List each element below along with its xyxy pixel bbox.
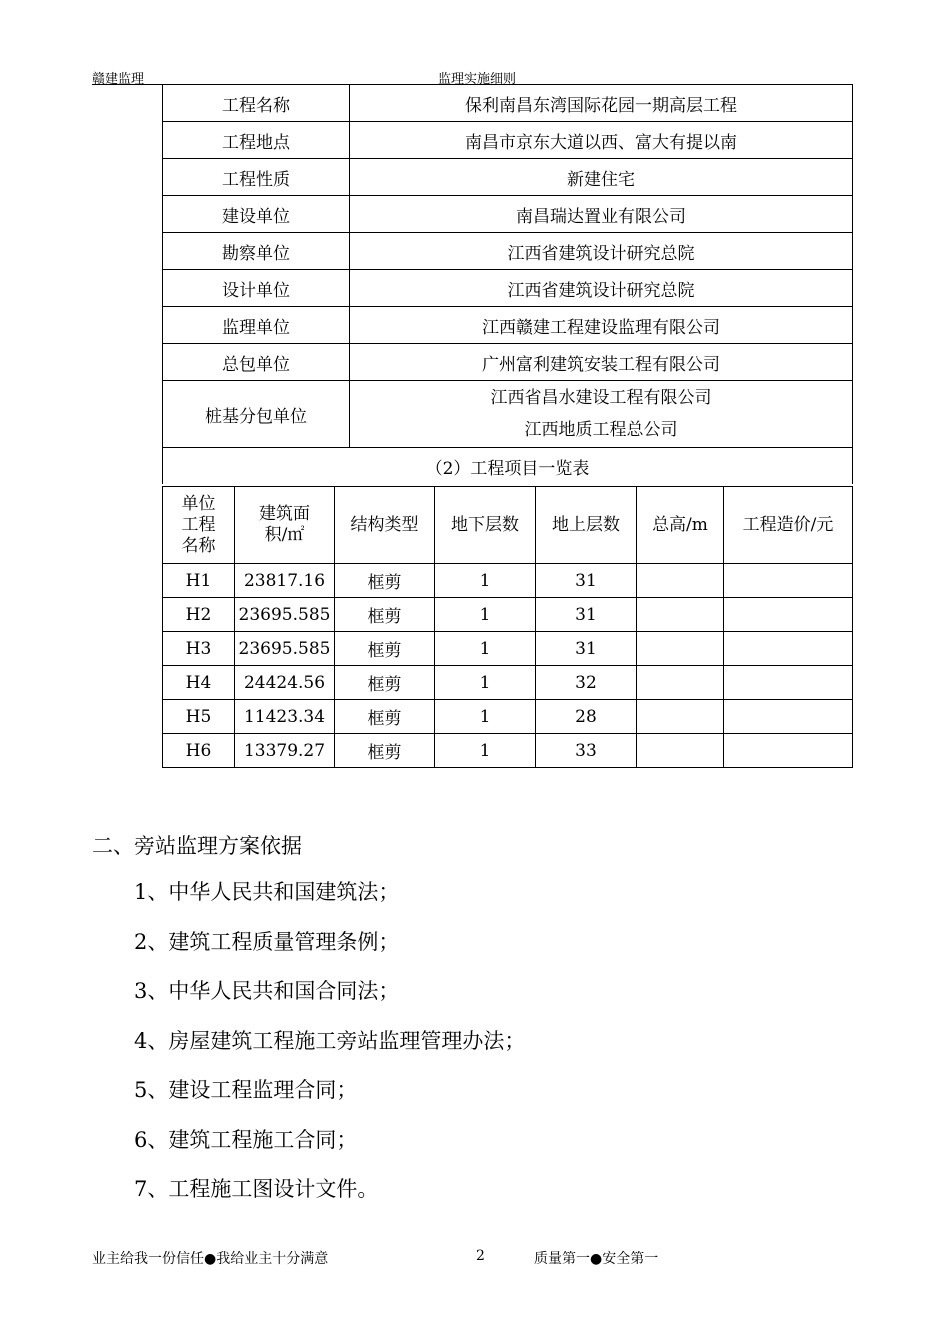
info-row [163,307,853,344]
info-value: 南昌瑞达置业有限公司 [350,196,853,233]
table-cell: 1 [435,666,536,700]
info-value: 江西省建筑设计研究总院 [350,233,853,270]
table-cell [724,598,853,632]
table-cell: 31 [536,598,637,632]
info-value: 江西省建筑设计研究总院 [350,270,853,307]
info-value: 新建住宅 [350,159,853,196]
list-item: 6、建筑工程施工合同； [134,1127,358,1152]
info-label: 勘察单位 [163,233,350,270]
table-cell [637,700,724,734]
table-cell: H2 [163,598,235,632]
table-row [163,700,853,734]
header-doc-title: 监理实施细则 [438,72,517,87]
table-cell: 框剪 [335,734,435,768]
table-cell: H4 [163,666,235,700]
unit-table-header-row [163,487,853,564]
info-label: 工程地点 [163,122,350,159]
footer-slogan-right: 质量第一●安全第一 [534,1251,659,1267]
list-item: 3、中华人民共和国合同法； [134,979,400,1003]
pile-company-1: 江西省昌水建设工程有限公司 [490,388,712,408]
table-row [163,632,853,666]
table-cell [637,598,724,632]
table-cell: 框剪 [335,700,435,734]
footer-slogan-left: 业主给我一份信任●我给业主十分满意 [92,1251,329,1267]
unit-project-table [162,486,853,768]
table-cell: H1 [163,564,235,598]
table-cell: 1 [435,734,536,768]
table-cell: 框剪 [335,632,435,666]
pile-company-2: 江西地质工程总公司 [524,420,678,440]
unit-table-header-cell: 地上层数 [536,487,637,564]
table-cell [724,734,853,768]
basis-list [134,874,525,1221]
table-cell: H6 [163,734,235,768]
table-cell: 32 [536,666,637,700]
table-row [163,666,853,700]
unit-table-header-cell: 地下层数 [435,487,536,564]
pile-subcontractor-row [163,381,853,448]
table-row [163,564,853,598]
header-company: 赣建监理 [92,72,145,87]
info-row [163,233,853,270]
table-caption: （2）工程项目一览表 [163,448,853,485]
unit-table-header-cell: 总高/m [637,487,724,564]
project-info-table [162,84,853,484]
list-item: 2、建筑工程质量管理条例； [134,929,400,954]
unit-table-header-cell: 单位 工程 名称 [163,487,235,564]
table-cell: 31 [536,564,637,598]
info-row [163,196,853,233]
table-row [163,734,853,768]
table-cell: 31 [536,632,637,666]
pile-values [350,381,853,448]
info-row [163,270,853,307]
table-cell: 11423.34 [235,700,335,734]
table-cell [724,666,853,700]
list-item: 7、工程施工图设计文件。 [134,1177,379,1201]
table-cell: 框剪 [335,564,435,598]
unit-table-header-cell: 建筑面 积/㎡ [235,487,335,564]
info-row [163,85,853,122]
info-label: 设计单位 [163,270,350,307]
table-cell [637,564,724,598]
table-cell [724,564,853,598]
unit-table-header-cell: 结构类型 [335,487,435,564]
table-cell: 框剪 [335,598,435,632]
unit-table-header-cell: 工程造价/元 [724,487,853,564]
table-cell: H3 [163,632,235,666]
info-value: 南昌市京东大道以西、富大有提以南 [350,122,853,159]
info-row [163,122,853,159]
list-item: 4、房屋建筑工程施工旁站监理管理办法； [134,1028,526,1053]
table-cell [637,734,724,768]
table-cell: 24424.56 [235,666,335,700]
info-label: 总包单位 [163,344,350,381]
info-value: 保利南昌东湾国际花园一期高层工程 [350,85,853,122]
section-title: 二、旁站监理方案依据 [92,834,302,858]
table-cell: 28 [536,700,637,734]
table-cell: 23817.16 [235,564,335,598]
list-item: 1、中华人民共和国建筑法； [134,880,400,904]
table-cell: 23695.585 [235,632,335,666]
table-caption-row [163,448,853,485]
table-cell: 33 [536,734,637,768]
table-cell [637,666,724,700]
info-label: 工程性质 [163,159,350,196]
table-row [163,598,853,632]
pile-label: 桩基分包单位 [163,381,350,448]
table-cell: 1 [435,564,536,598]
info-row [163,159,853,196]
list-item: 5、建设工程监理合同； [134,1078,358,1102]
table-cell: H5 [163,700,235,734]
info-label: 工程名称 [163,85,350,122]
info-value: 广州富利建筑安装工程有限公司 [350,344,853,381]
table-cell: 1 [435,632,536,666]
table-cell [637,632,724,666]
table-cell: 框剪 [335,666,435,700]
info-label: 监理单位 [163,307,350,344]
table-cell [724,632,853,666]
table-cell: 1 [435,700,536,734]
table-cell: 1 [435,598,536,632]
info-label: 建设单位 [163,196,350,233]
table-cell: 23695.585 [235,598,335,632]
table-cell: 13379.27 [235,734,335,768]
info-row [163,344,853,381]
info-value: 江西赣建工程建设监理有限公司 [350,307,853,344]
table-cell [724,700,853,734]
page-number: 2 [476,1248,485,1264]
